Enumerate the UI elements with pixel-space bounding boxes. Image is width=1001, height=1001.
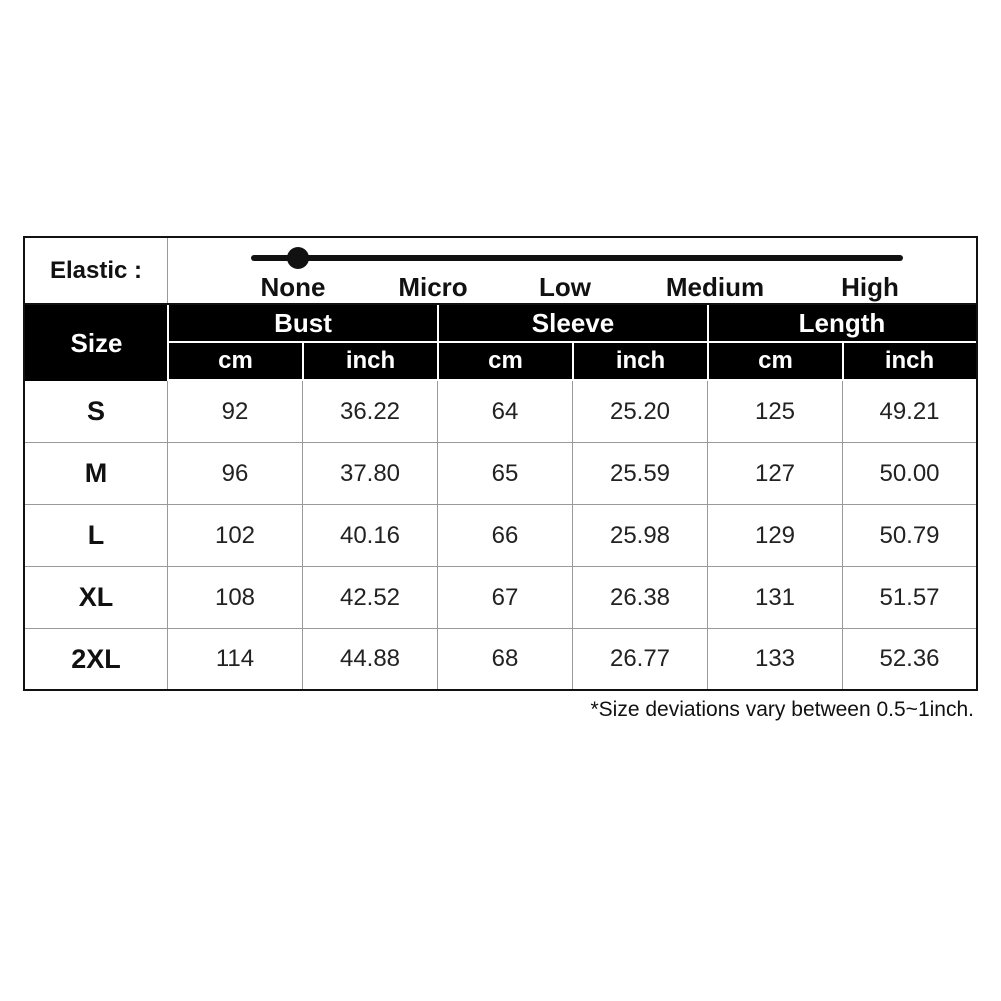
sleeve-cm-cell: 67 (491, 583, 519, 611)
size-label: L (87, 520, 105, 550)
sleeve-cm-cell: 66 (491, 521, 519, 549)
elastic-level-low: Low (539, 272, 591, 302)
sleeve-inch-cell: 25.59 (609, 459, 671, 487)
bust-cm-header: cm (168, 343, 303, 379)
length-cm-cell: 127 (754, 459, 796, 487)
bust-cm-cell: 92 (221, 397, 249, 425)
sleeve-inch-cell: 26.38 (609, 583, 671, 611)
size-column-header: Size (25, 305, 168, 381)
size-label: XL (78, 582, 114, 612)
bust-inch-cell: 36.22 (339, 397, 401, 425)
bust-header: Bust (168, 305, 438, 341)
sleeve-inch-cell: 25.98 (609, 521, 671, 549)
sleeve-cm-cell: 65 (491, 459, 519, 487)
length-cm-header: cm (708, 343, 843, 379)
elastic-row (25, 238, 976, 305)
length-inch-cell: 52.36 (879, 645, 940, 672)
sleeve-inch-cell: 26.77 (609, 645, 671, 672)
length-inch-header: inch (843, 343, 976, 379)
elastic-level-none: None (260, 272, 326, 302)
length-inch-cell: 50.79 (879, 521, 940, 549)
bust-cm-cell: 108 (214, 583, 256, 611)
sleeve-cm-cell: 64 (491, 397, 519, 425)
sleeve-cm-header: cm (438, 343, 573, 379)
bust-cm-cell: 96 (221, 459, 249, 487)
elastic-label: Elastic : (25, 238, 168, 303)
length-inch-cell: 51.57 (879, 583, 940, 611)
length-cm-cell: 129 (754, 521, 796, 549)
size-chart-table (23, 236, 978, 691)
size-deviation-note: *Size deviations vary between 0.5~1inch. (590, 698, 974, 721)
elastic-level-micro: Micro (398, 272, 468, 302)
elastic-scale-line (251, 255, 903, 261)
length-cm-cell: 125 (754, 397, 796, 425)
bust-inch-cell: 44.88 (339, 645, 401, 672)
bust-inch-cell: 42.52 (339, 583, 401, 611)
length-cm-cell: 131 (754, 583, 796, 611)
bust-cm-cell: 102 (214, 521, 256, 549)
elastic-level-high: High (841, 272, 899, 302)
length-inch-cell: 49.21 (879, 397, 940, 425)
bust-inch-cell: 40.16 (339, 521, 401, 549)
bust-inch-cell: 37.80 (339, 459, 401, 487)
sleeve-inch-header: inch (573, 343, 708, 379)
length-inch-cell: 50.00 (879, 459, 940, 487)
size-label: S (86, 396, 105, 426)
size-label: 2XL (71, 643, 121, 674)
size-label: M (84, 458, 108, 488)
bust-cm-cell: 114 (215, 645, 255, 672)
bust-inch-header: inch (303, 343, 438, 379)
elastic-scale-marker (287, 247, 309, 269)
sleeve-header: Sleeve (438, 305, 708, 341)
sleeve-cm-cell: 68 (491, 645, 519, 672)
length-cm-cell: 133 (754, 645, 796, 672)
length-header: Length (708, 305, 976, 341)
sleeve-inch-cell: 25.20 (609, 397, 671, 425)
elastic-level-medium: Medium (665, 272, 765, 302)
